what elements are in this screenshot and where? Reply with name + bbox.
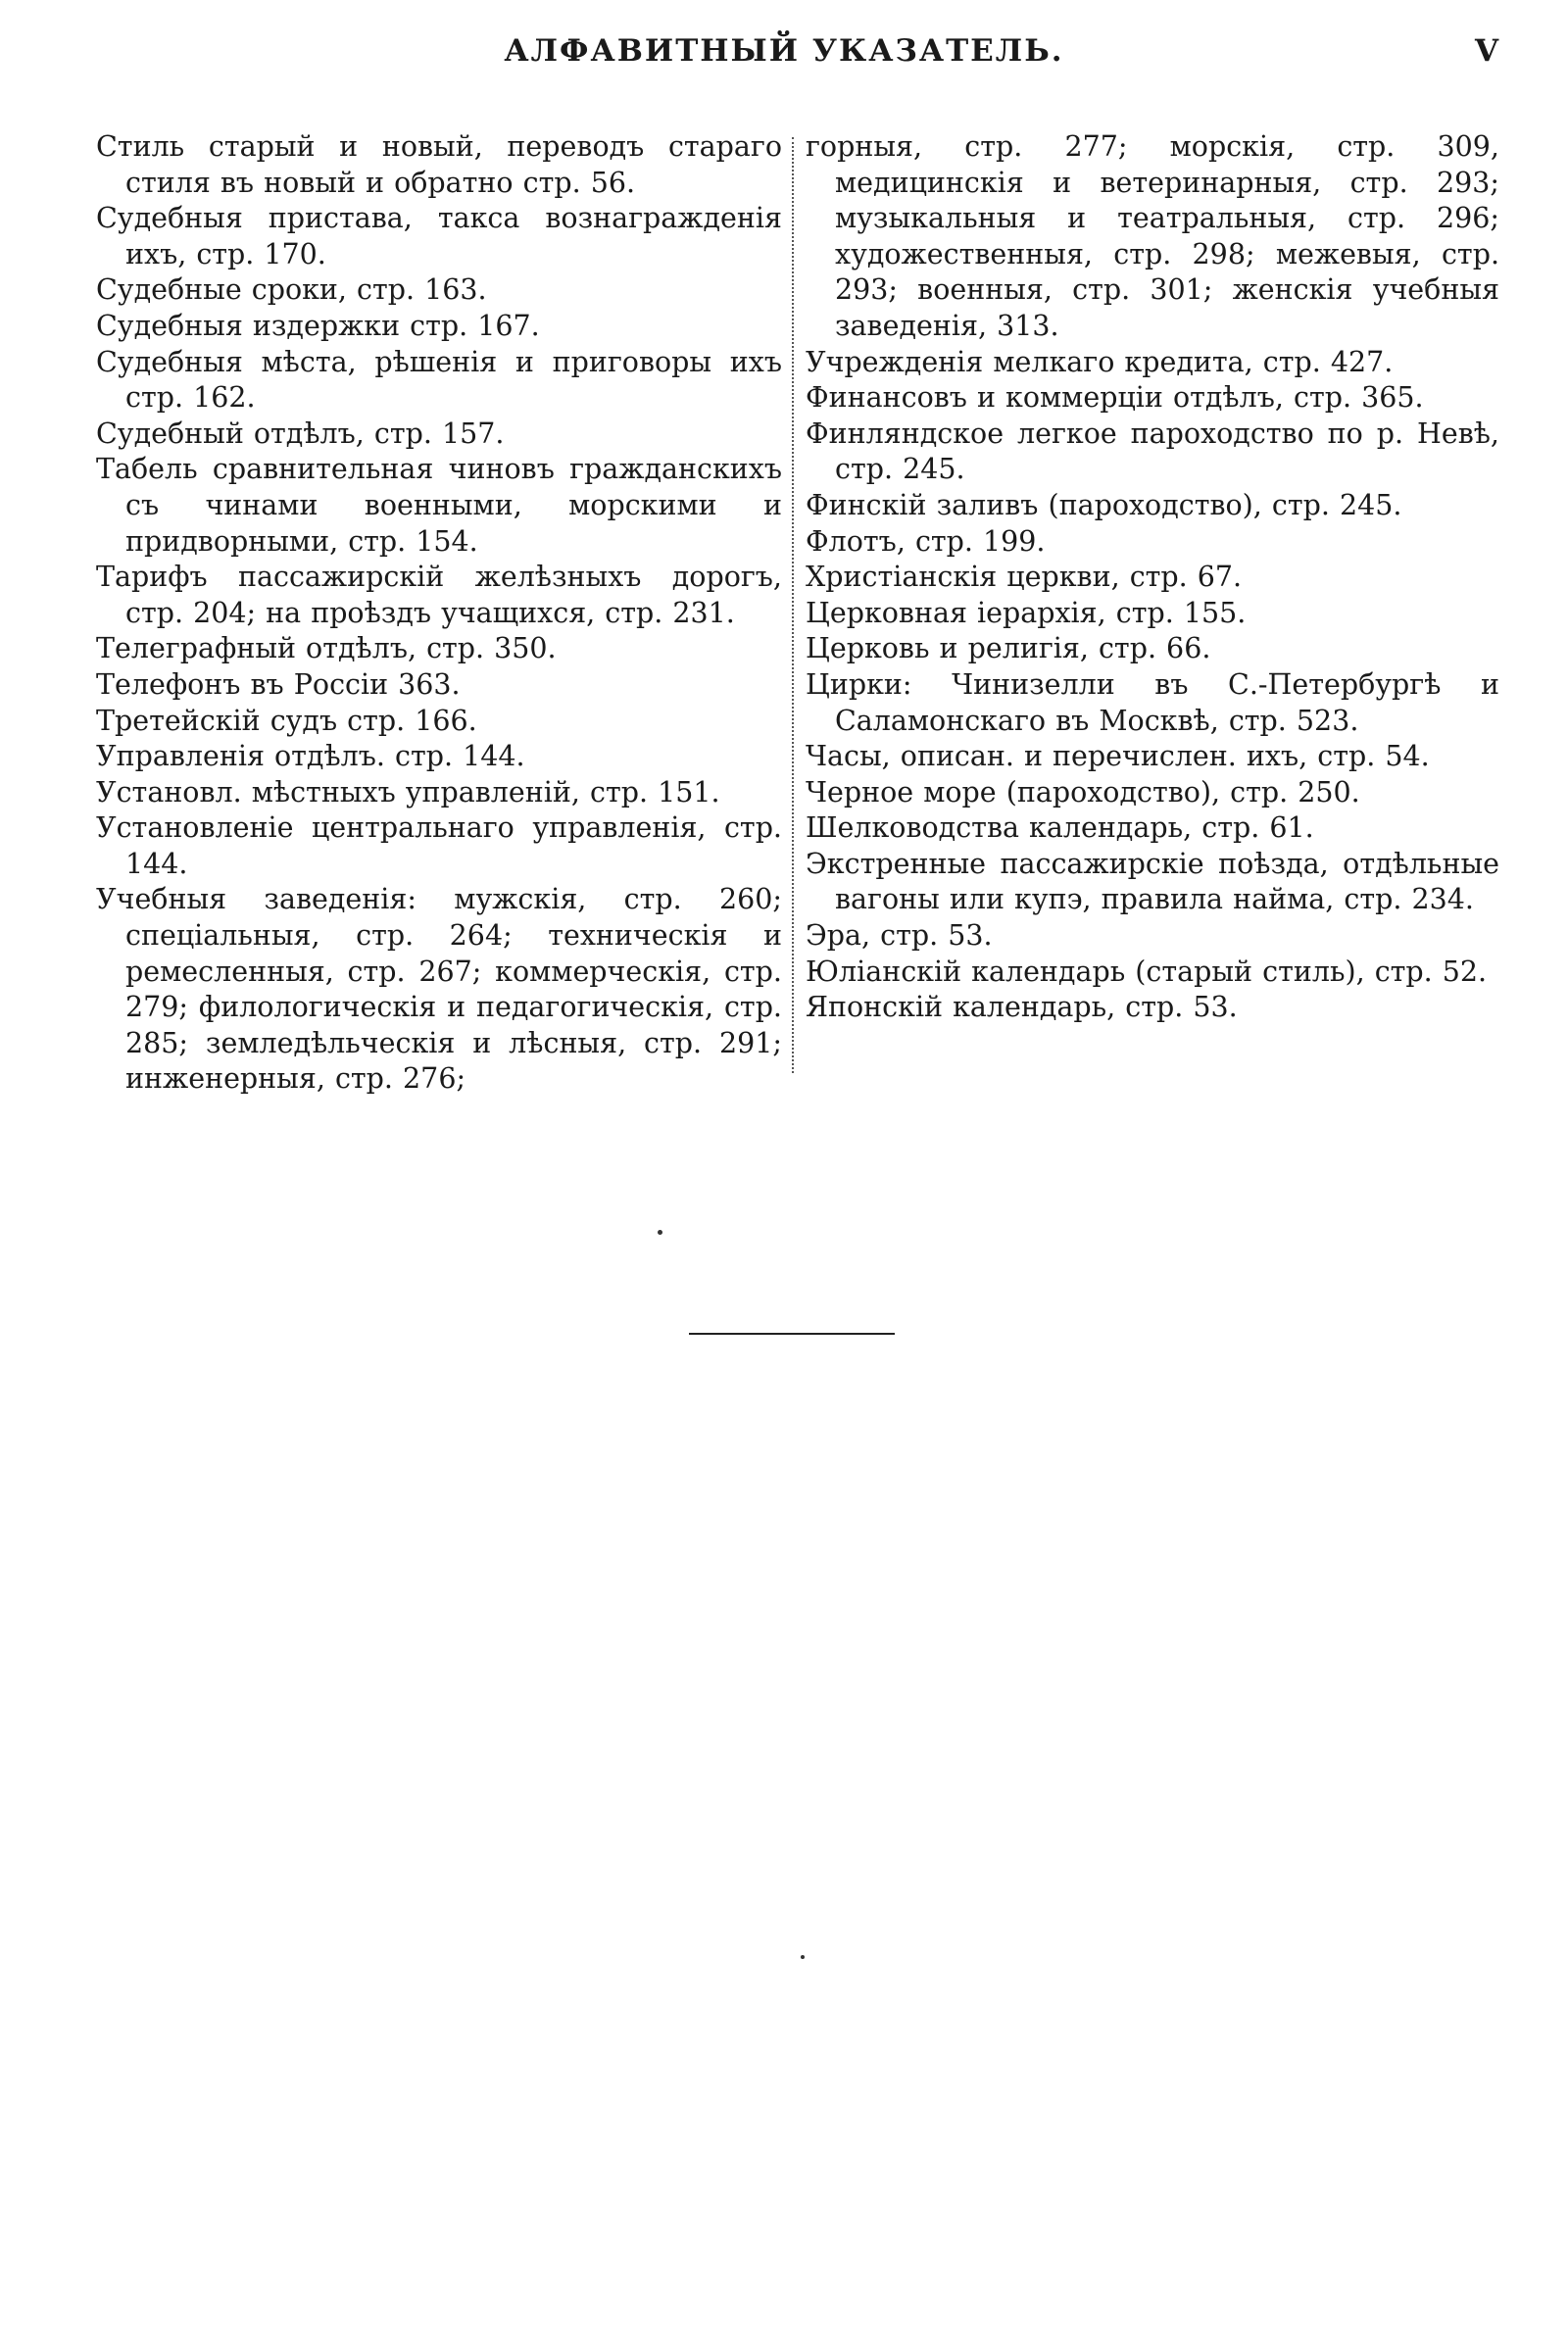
index-entry: Судебныя издержки стр. 167. [96,309,540,342]
index-entry: Судебныя мѣста, рѣшенія и приговоры ихъ стр. 162. [96,345,782,415]
index-entry: Финскій заливъ (пароходство), стр. 245. [806,488,1402,521]
index-entry: Эра, стр. 53. [806,919,993,953]
index-entry: Управленія отдѣлъ. стр. 144. [96,740,525,773]
index-entry: Церковная іерархія, стр. 155. [806,596,1247,629]
index-entry: Тарифъ пассажирскій желѣзныхъ дорогъ, стр. 204; на проѣздъ учащихся, стр. 231. [96,561,782,629]
index-entry: Экстренные пассажирскіе поѣзда, отдѣльные вагоны или купэ, правила найма, стр. 234. [806,847,1499,916]
end-rule [689,1333,895,1335]
index-entry: горныя, стр. 277; морскія, стр. 309, медицинскія и ветеринарныя, стр. 293; музыкальныя и театральныя, стр. 296; художественныя, стр. 298; межевыя, стр. 293; военныя, стр. 301; женскія учебныя заведенія, 313. [806,130,1499,342]
index-entry: Третейскій судъ стр. 166. [96,704,477,737]
index-entry: Христіанскія церкви, стр. 67. [806,561,1243,594]
index-entry: Табель сравнительная чиновъ гражданскихъ съ чинами военными, морскими и придворными, стр. 154. [96,453,782,558]
index-entry: Телефонъ въ Россіи 363. [96,667,461,701]
print-speck [801,1955,805,1959]
index-entry: Судебные сроки, стр. 163. [96,273,487,307]
index-column-right [806,129,1499,1026]
index-entry: Флотъ, стр. 199. [806,524,1046,558]
index-entry: Шелководства календарь, стр. 61. [806,811,1314,845]
index-entry: Установл. мѣстныхъ управленій, стр. 151. [96,775,720,808]
index-entry: Финляндское легкое пароходство по р. Невѣ, стр. 245. [806,416,1499,486]
index-column-left [96,129,782,1098]
page-title: АЛФАВИТНЫЙ УКАЗАТЕЛЬ. [504,33,1064,69]
index-entry: Установленіе центральнаго управленія, стр. 144. [96,811,782,880]
index-entry: Учрежденія мелкаго кредита, стр. 427. [806,345,1394,378]
index-entry: Черное море (пароходство), стр. 250. [806,775,1360,808]
index-entry: Учебныя заведенія: мужскія, стр. 260; спеціальныя, стр. 264; техническія и ремесленныя, стр. 267; коммерческія, стр. 279; филологическія и педагогическія, стр. 285; земледѣльческія и лѣсныя, стр. 291; инженерныя, стр. 276; [96,883,782,1096]
index-entry: Судебныя пристава, такса вознагражденія ихъ, стр. 170. [96,202,782,270]
index-entry: Часы, описан. и перечислен. ихъ, стр. 54. [806,740,1430,773]
index-entry: Церковь и религія, стр. 66. [806,632,1211,665]
column-divider [792,137,794,1073]
index-entry: Цирки: Чинизелли въ С.-Петербургѣ и Саламонскаго въ Москвѣ, стр. 523. [806,667,1499,737]
index-entry: Финансовъ и коммерціи отдѣлъ, стр. 365. [806,381,1424,415]
print-speck [658,1230,662,1235]
page-number: V [1475,33,1499,69]
index-entry: Юліанскій календарь (старый стиль), стр. 52. [806,955,1488,988]
index-entry: Телеграфный отдѣлъ, стр. 350. [96,632,557,665]
index-entry: Судебный отдѣлъ, стр. 157. [96,416,505,450]
index-entry: Японскій календарь, стр. 53. [806,991,1238,1024]
index-entry: Стиль старый и новый, переводъ стараго стиля въ новый и обратно стр. 56. [96,130,782,199]
